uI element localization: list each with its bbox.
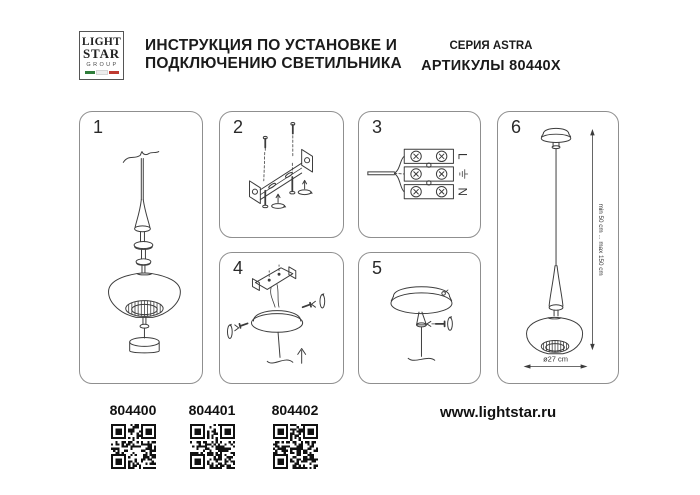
height-dimension-arrow xyxy=(590,129,595,350)
diameter-dimension-arrow xyxy=(524,364,588,368)
website-label: www.lightstar.ru xyxy=(440,404,557,421)
ribbed-glass-hatching xyxy=(129,301,160,317)
panel-step-5 xyxy=(358,252,481,384)
step2-bracket-screws-diagram xyxy=(220,112,343,237)
terminal-block xyxy=(404,149,453,199)
qr-item xyxy=(101,402,165,469)
step4-canopy-mounting-diagram xyxy=(220,253,343,383)
page-title-line-2: ПОДКЛЮЧЕНИЮ СВЕТИЛЬНИКА xyxy=(145,55,402,72)
step-number: 4 xyxy=(233,258,244,278)
diameter-label: ø27 cm xyxy=(543,354,568,364)
qr-code-image xyxy=(190,424,235,469)
article-number-label: 804402 xyxy=(271,402,319,418)
article-number-label: 804400 xyxy=(109,402,157,418)
step-number: 2 xyxy=(233,117,244,137)
step-number: 6 xyxy=(511,117,522,137)
step-number: 1 xyxy=(93,117,104,137)
lightstar-logo xyxy=(79,31,124,80)
series-label: СЕРИЯ ASTRA xyxy=(449,40,533,52)
step3-terminal-wiring-diagram xyxy=(359,112,480,237)
qr-code-image xyxy=(273,424,318,469)
rotate-screw-icon xyxy=(298,180,313,194)
flag-green-stripe xyxy=(85,71,95,74)
ribbed-glass-hatching xyxy=(544,340,567,352)
article-number-label: 804401 xyxy=(188,402,236,418)
step6-assembled-lamp-diagram xyxy=(498,112,618,383)
italian-flag-icon xyxy=(80,71,123,74)
articles-label: АРТИКУЛЫ 80440X xyxy=(421,58,561,74)
panel-step-2 xyxy=(219,111,344,238)
panel-step-1 xyxy=(79,111,203,384)
logo-word-light: LIGHT xyxy=(81,36,122,48)
logo-word-group: GROUP xyxy=(86,62,119,68)
panel-step-4 xyxy=(219,252,344,384)
logo-word-star: STAR xyxy=(83,46,120,61)
step5-cord-lock-diagram xyxy=(359,253,480,383)
panel-step-6 xyxy=(497,111,619,384)
qr-code-image xyxy=(111,424,156,469)
panel-step-3 xyxy=(358,111,481,238)
step-number: 3 xyxy=(372,117,383,137)
rotate-screw-icon xyxy=(448,316,453,330)
page-title-line-1: ИНСТРУКЦИЯ ПО УСТАНОВКЕ И xyxy=(145,37,398,54)
flag-white-stripe xyxy=(97,71,107,74)
step1-exploded-lamp-diagram xyxy=(80,112,202,383)
rotate-screw-icon xyxy=(272,194,287,208)
qr-item xyxy=(263,402,327,469)
height-range-label: min 50 cm ... max 150 cm xyxy=(596,203,604,276)
rotate-screw-icon xyxy=(320,293,325,308)
qr-item xyxy=(180,402,244,469)
flag-red-stripe xyxy=(109,71,119,74)
rotate-screw-icon xyxy=(227,324,232,339)
page-title xyxy=(145,37,402,73)
step-number: 5 xyxy=(372,258,383,278)
terminal-label-live: L xyxy=(455,153,470,160)
terminal-label-neutral: N xyxy=(455,187,470,196)
ground-icon xyxy=(460,170,468,179)
